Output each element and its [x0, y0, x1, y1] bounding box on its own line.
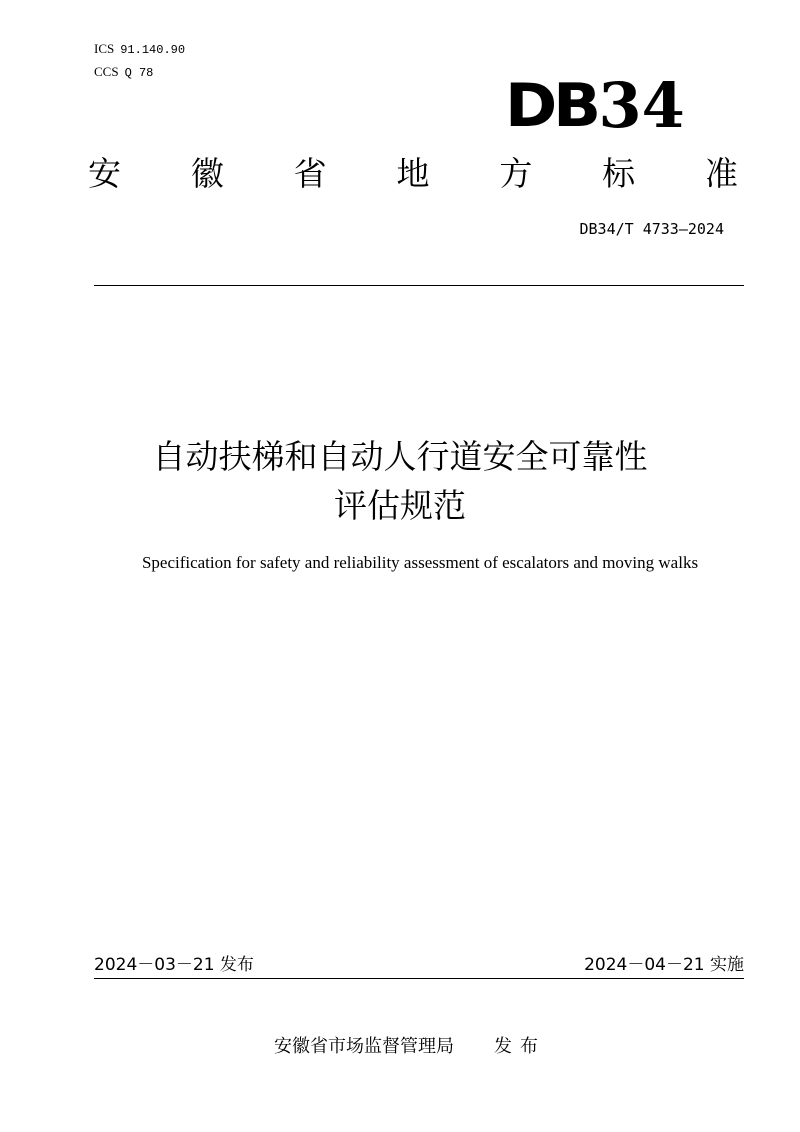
logo-number: 34 [598, 69, 685, 142]
bottom-divider [94, 978, 744, 979]
ccs-label: CCS [94, 64, 119, 79]
english-title: Specification for safety and reliability assessment of escalators and moving walks [141, 553, 699, 572]
db34-logo [505, 66, 685, 142]
ccs-line [94, 61, 185, 84]
ics-label: ICS [94, 41, 115, 56]
standard-type-char: 安 [88, 154, 121, 193]
publish-date: 2024－03－21 发布 [94, 955, 254, 975]
issuer-action: 发布 [494, 1036, 546, 1057]
standard-type-char: 准 [704, 154, 738, 193]
top-divider [94, 285, 744, 286]
document-title-line-2: 评估规范 [334, 486, 466, 525]
implement-date: 2024－04－21 实施 [584, 955, 744, 975]
standard-type-char: 地 [396, 154, 430, 193]
ics-line [94, 38, 185, 61]
logo-letters: DB [505, 71, 597, 141]
standard-type-char: 方 [499, 154, 533, 193]
ics-code: 91.140.90 [120, 43, 186, 57]
standard-type-heading [88, 152, 738, 196]
ccs-code: Q 78 [124, 66, 154, 80]
document-title-line-1: 自动扶梯和自动人行道安全可靠性 [152, 437, 648, 476]
standard-type-char: 标 [602, 154, 636, 193]
standard-type-char: 徽 [190, 154, 224, 193]
issuer-line [0, 1034, 800, 1060]
standard-number: DB34/T 4733—2024 [579, 220, 724, 238]
classification-codes [94, 38, 185, 84]
standard-type-char: 省 [293, 154, 327, 193]
issuer-name: 安徽省市场监督管理局 [274, 1036, 454, 1057]
